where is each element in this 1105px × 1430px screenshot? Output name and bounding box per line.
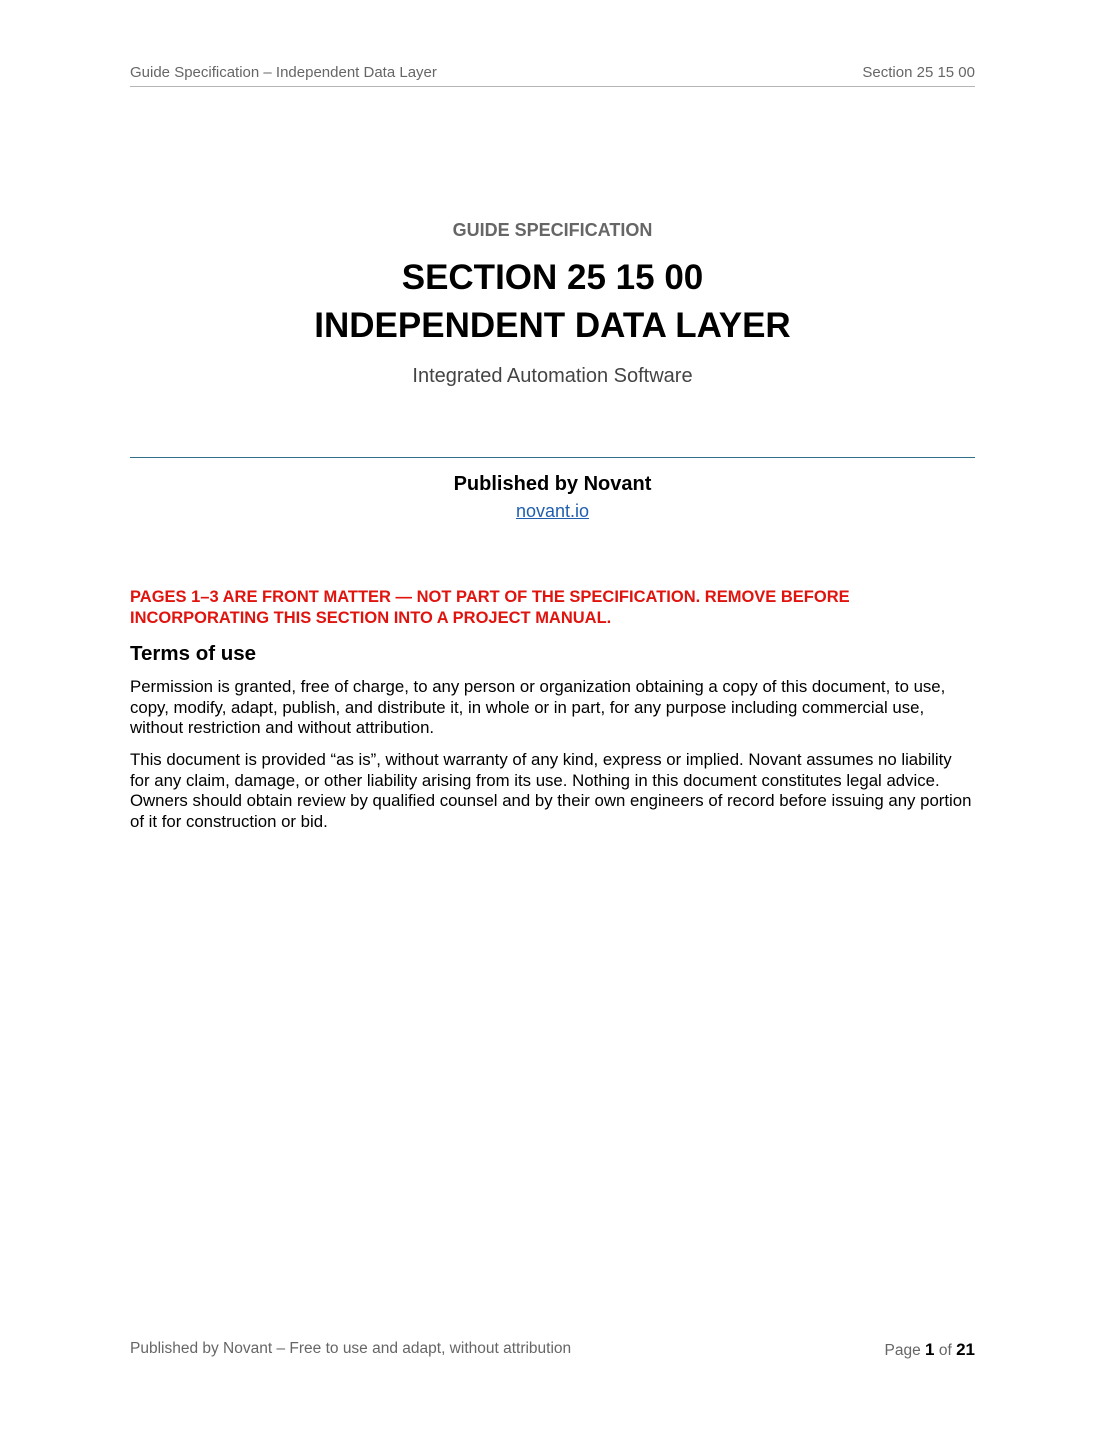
page-current: 1 bbox=[925, 1340, 935, 1359]
page-of: of bbox=[938, 1342, 952, 1359]
header-document-title: Guide Specification – Independent Data Layer bbox=[130, 64, 437, 81]
terms-paragraph-permission: Permission is granted, free of charge, to any person or organization obtaining a copy of this document, to use, copy, modify, adapt, publish, and distribute it, in whole or in part, for any purpose including commercial use, without restriction and without attribution. bbox=[130, 677, 946, 737]
front-matter-notice: PAGES 1–3 ARE FRONT MATTER — NOT PART OF THE SPECIFICATION. REMOVE BEFORE INCORPORATING THIS SECTION INTO A PROJECT MANUAL. bbox=[130, 588, 850, 627]
publisher-name: Published by Novant bbox=[453, 473, 652, 495]
page-header bbox=[130, 64, 975, 87]
page-label: Page bbox=[884, 1342, 921, 1359]
cover-divider bbox=[130, 457, 975, 458]
cover-subtitle: Integrated Automation Software bbox=[412, 365, 693, 387]
page-total: 21 bbox=[956, 1340, 975, 1359]
publisher-link[interactable]: novant.io bbox=[515, 501, 590, 521]
terms-heading: Terms of use bbox=[130, 642, 257, 665]
footer-publisher-note: Published by Novant – Free to use and adapt, without attribution bbox=[130, 1340, 572, 1357]
cover-title-line-1: SECTION 25 15 00 bbox=[401, 258, 704, 297]
cover-title-line-2: INDEPENDENT DATA LAYER bbox=[314, 306, 791, 345]
cover-kicker: GUIDE SPECIFICATION bbox=[452, 220, 653, 240]
terms-paragraph-warranty: This document is provided “as is”, without warranty of any kind, express or implied. Novant assumes no liability for any claim, damage, or other liability arising from its use. Nothing in this document constitutes legal advice. Owners should obtain review by qualified counsel and by their own engineers of record before issuing any portion of it for construction or bid. bbox=[130, 750, 972, 831]
header-section-number: Section 25 15 00 bbox=[862, 64, 975, 81]
publisher-link-container bbox=[0, 501, 1105, 522]
page-number bbox=[885, 1340, 975, 1360]
cover-title bbox=[0, 254, 1105, 350]
